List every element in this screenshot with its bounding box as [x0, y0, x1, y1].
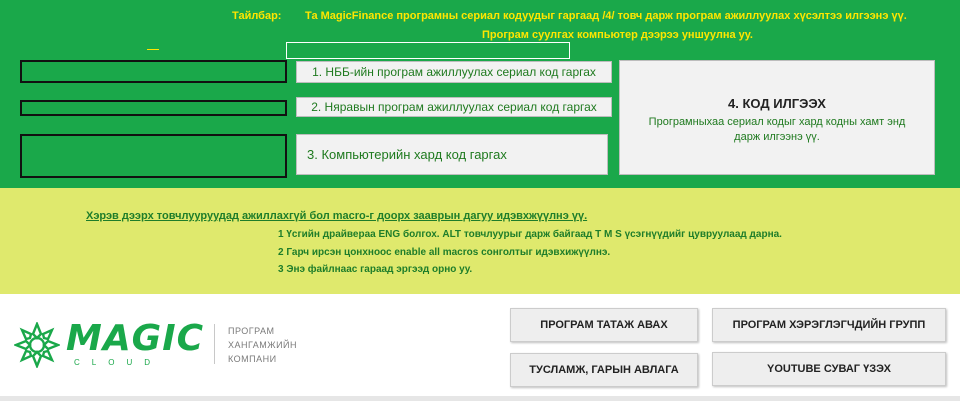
hard-code-field[interactable]	[20, 134, 287, 178]
company-line-3: КОМПАНИ	[228, 354, 277, 364]
download-program-button[interactable]: ПРОГРАМ ТАТАЖ АВАХ	[510, 308, 698, 342]
instruction-step-1: 1 Үсгийн драйвераа ENG болгох. ALT товчлуурыг дарж байгаад T M S үсэгнүүдийг цувруулаад дарна.	[278, 229, 782, 240]
generate-nyarav-serial-button[interactable]: 2. Няравын програм ажиллуулах сериал код гаргах	[296, 97, 612, 117]
logo-subtitle: CLOUD	[74, 358, 163, 367]
note-label: Тайлбар:	[232, 10, 282, 22]
sun-emblem-icon	[14, 322, 60, 368]
generate-nbb-serial-button[interactable]: 1. НББ-ийн програм ажиллуулах сериал код гаргах	[296, 61, 612, 83]
footer-panel	[0, 294, 960, 401]
serial-input-cell[interactable]	[286, 42, 570, 59]
company-line-2: ХАНГАМЖИЙН	[228, 340, 298, 350]
send-code-button[interactable]	[619, 60, 935, 175]
instruction-step-3: 3 Энэ файлнаас гараад эргээд орно уу.	[278, 264, 473, 275]
macro-instructions-panel	[0, 188, 960, 294]
company-description	[228, 324, 297, 366]
send-code-title: 4. КОД ИЛГЭЭХ	[728, 96, 826, 111]
macro-instructions-heading[interactable]: Хэрэв дээрх товчлууруудад ажиллахгүй бол macro-г доорх зааврын дагуу идэвхжүүлнэ үү.	[86, 210, 588, 222]
sheet-bottom-strip	[0, 396, 960, 401]
nbb-code-field[interactable]	[20, 60, 287, 83]
user-group-button[interactable]: ПРОГРАМ ХЭРЭГЛЭГЧДИЙН ГРУПП	[712, 308, 946, 342]
help-manual-button[interactable]: ТУСЛАМЖ, ГАРЫН АВЛАГА	[510, 353, 698, 387]
instruction-step-2: 2 Гарч ирсэн цонхноос enable all macros сонголтыг идэвхижүүлнэ.	[278, 247, 611, 258]
note-text-line2: Програм суулгах компьютер дээрээ уншуулна уу.	[482, 29, 753, 41]
company-line-1: ПРОГРАМ	[228, 326, 275, 336]
serial-code-panel	[0, 0, 960, 188]
logo-divider	[214, 324, 215, 364]
generate-hard-code-button[interactable]: 3. Компьютерийн хард код гаргах	[296, 134, 608, 175]
note-text-line1: Та MagicFinance програмны сериал кодуудыг гаргаад /4/ товч дарж програм ажиллуулах хүсэлтээ илгээнэ үү.	[305, 10, 907, 22]
nyarav-code-field[interactable]	[20, 100, 287, 116]
youtube-channel-button[interactable]: YOUTUBE СУВАГ ҮЗЭХ	[712, 352, 946, 386]
logo-wordmark: MAGIC	[66, 318, 205, 359]
cell-marker	[147, 49, 159, 50]
send-code-description: Програмныхаа сериал кодыг хард кодны хамт энд дарж илгээнэ үү.	[648, 116, 906, 143]
